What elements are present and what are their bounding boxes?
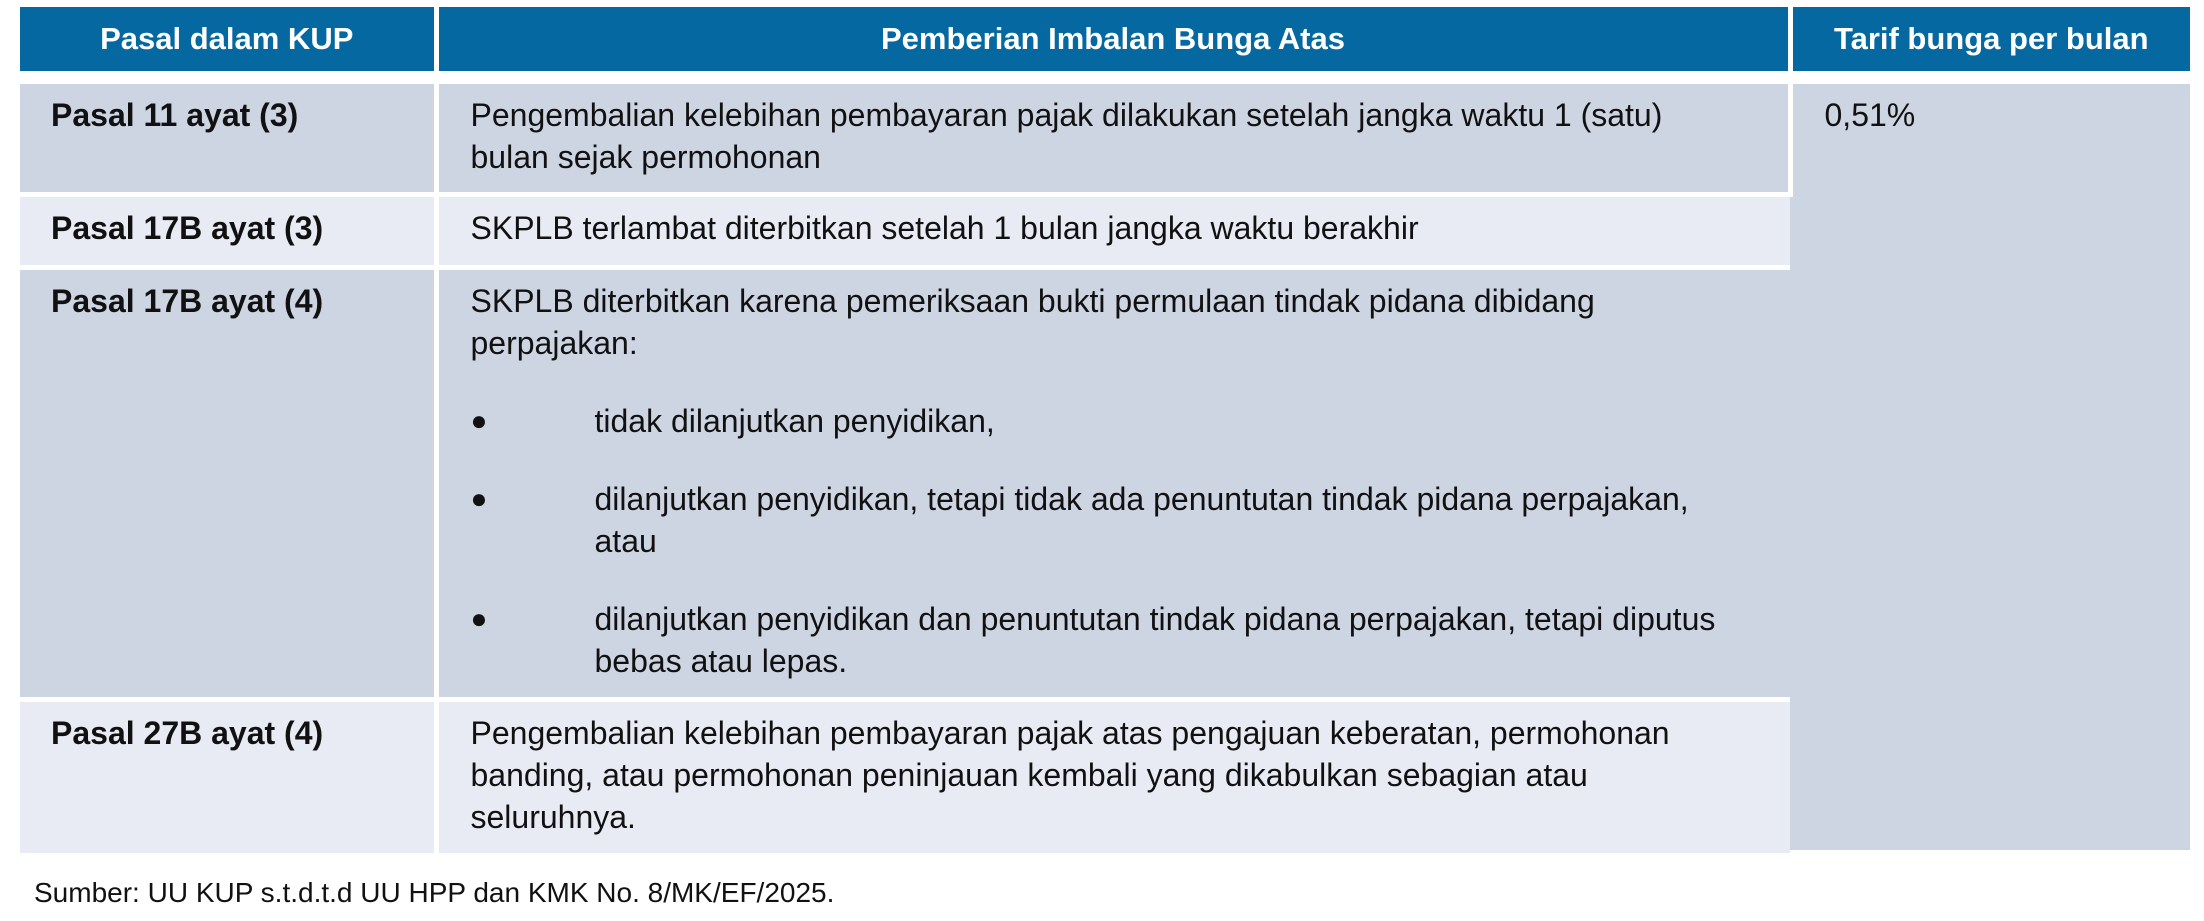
pasal-cell: Pasal 17B ayat (3) <box>20 195 436 268</box>
header-pasal: Pasal dalam KUP <box>20 7 436 78</box>
rate-cell: 0,51% <box>1790 78 2190 853</box>
description-cell <box>436 268 1790 700</box>
description-cell: Pengembalian kelebihan pembayaran pajak dilakukan setelah jangka waktu 1 (satu) bulan sejak permohonan <box>436 78 1790 195</box>
interest-rate-table <box>20 7 2190 855</box>
bullet-icon: ● <box>470 483 488 514</box>
pasal-cell: Pasal 11 ayat (3) <box>20 78 436 195</box>
header-tarif: Tarif bunga per bulan <box>1790 7 2190 78</box>
pasal-cell: Pasal 17B ayat (4) <box>20 268 436 700</box>
table-header-row <box>20 7 2190 78</box>
table-row <box>20 78 2190 195</box>
list-item-text: tidak dilanjutkan penyidikan, <box>594 403 995 439</box>
list-item <box>471 598 1721 682</box>
list-item <box>471 400 1721 442</box>
bullet-icon: ● <box>470 603 488 634</box>
list-item-text: dilanjutkan penyidikan dan penuntutan tindak pidana perpajakan, tetapi diputus bebas atau lepas. <box>594 601 1716 679</box>
description-cell: Pengembalian kelebihan pembayaran pajak atas pengajuan keberatan, permohonan banding, atau permohonan peninjauan kembali yang dikabulkan sebagian atau seluruhnya. <box>436 700 1790 853</box>
description-cell: SKPLB terlambat diterbitkan setelah 1 bulan jangka waktu berakhir <box>436 195 1790 268</box>
pasal-cell: Pasal 27B ayat (4) <box>20 700 436 853</box>
bullet-list <box>471 400 1721 682</box>
description-intro: SKPLB diterbitkan karena pemeriksaan bukti permulaan tindak pidana dibidang perpajakan: <box>470 283 1595 361</box>
list-item <box>471 478 1721 562</box>
header-pemberian: Pemberian Imbalan Bunga Atas <box>436 7 1790 78</box>
source-note: Sumber: UU KUP s.t.d.t.d UU HPP dan KMK No. 8/MK/EF/2025. <box>34 877 835 908</box>
list-item-text: dilanjutkan penyidikan, tetapi tidak ada penuntutan tindak pidana perpajakan, atau <box>594 481 1689 559</box>
interest-rate-table-container <box>20 7 2190 855</box>
bullet-icon: ● <box>470 405 488 436</box>
